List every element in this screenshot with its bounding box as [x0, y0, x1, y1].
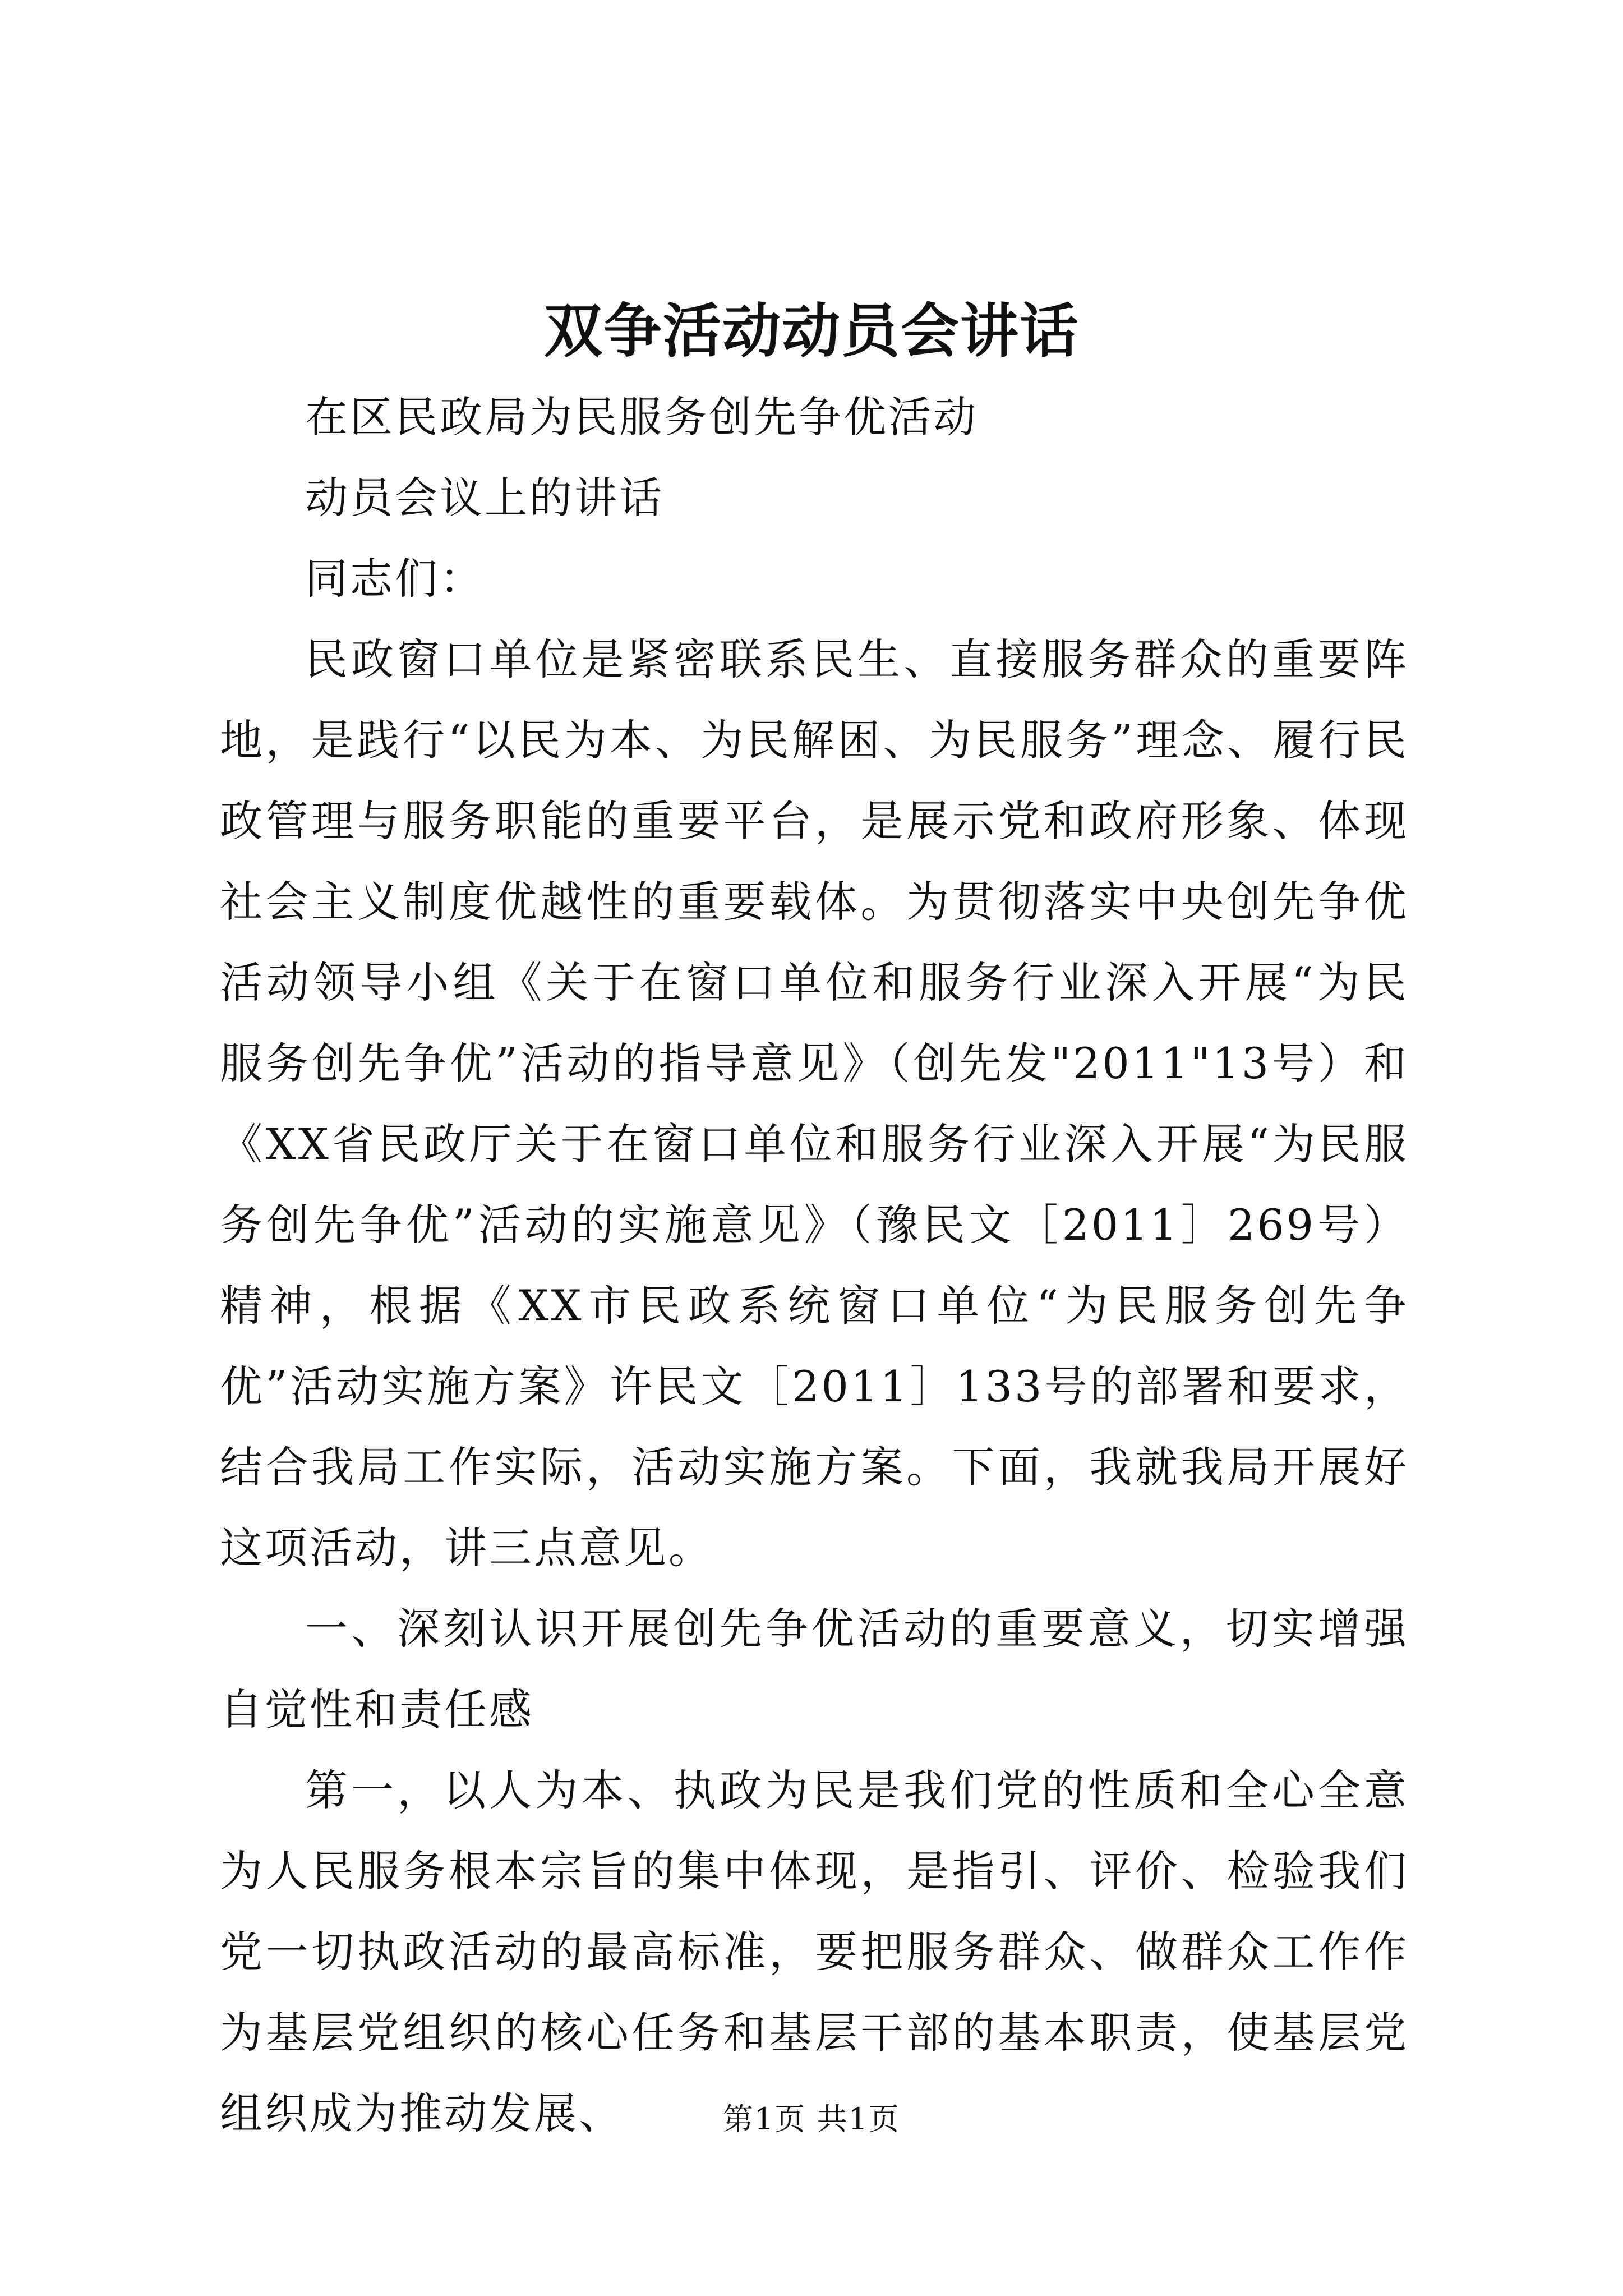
- subtitle-line-2: 动员会议上的讲话: [305, 473, 664, 523]
- body-paragraph: 第一，以人为本、执政为民是我们党的性质和全心全意为人民服务根本宗旨的集中体现，是指引、评价、检验我们党一切执政活动的最高标准，要把服务群众、做群众工作作为基层党组织的核心任务和基层干部的基本职责，使基层党组织成为推动发展、: [220, 1765, 1409, 2138]
- page-footer: 第1页 共1页: [723, 2101, 900, 2137]
- subtitle-line-1: 在区民政局为民服务创先争优活动: [305, 392, 978, 442]
- salutation: 同志们：: [305, 554, 485, 604]
- document-body: [220, 377, 1409, 2154]
- body-paragraph: 民政窗口单位是紧密联系民生、直接服务群众的重要阵地，是践行“以民为本、为民解困、为民服务”理念、履行民政管理与服务职能的重要平台，是展示党和政府形象、体现社会主义制度优越性的重要载体。为贯彻落实中央创先争优活动领导小组《关于在窗口单位和服务行业深入开展“为民服务创先争优”活动的指导意见》（创先发"2011"13号）和《XX省民政厅关于在窗口单位和服务行业深入开展“为民服务创先争优”活动的实施意见》（豫民文［2011］269号）精神，根据《XX市民政系统窗口单位“为民服务创先争优”活动实施方案》许民文［2011］133号的部署和要求，结合我局工作实际，活动实施方案。下面，我就我局开展好这项活动，讲三点意见。: [220, 634, 1409, 1573]
- document-title: 双争活动动员会讲话: [543, 296, 1079, 365]
- section-heading: 一、深刻认识开展创先争优活动的重要意义，切实增强自觉性和责任感: [220, 1604, 1409, 1734]
